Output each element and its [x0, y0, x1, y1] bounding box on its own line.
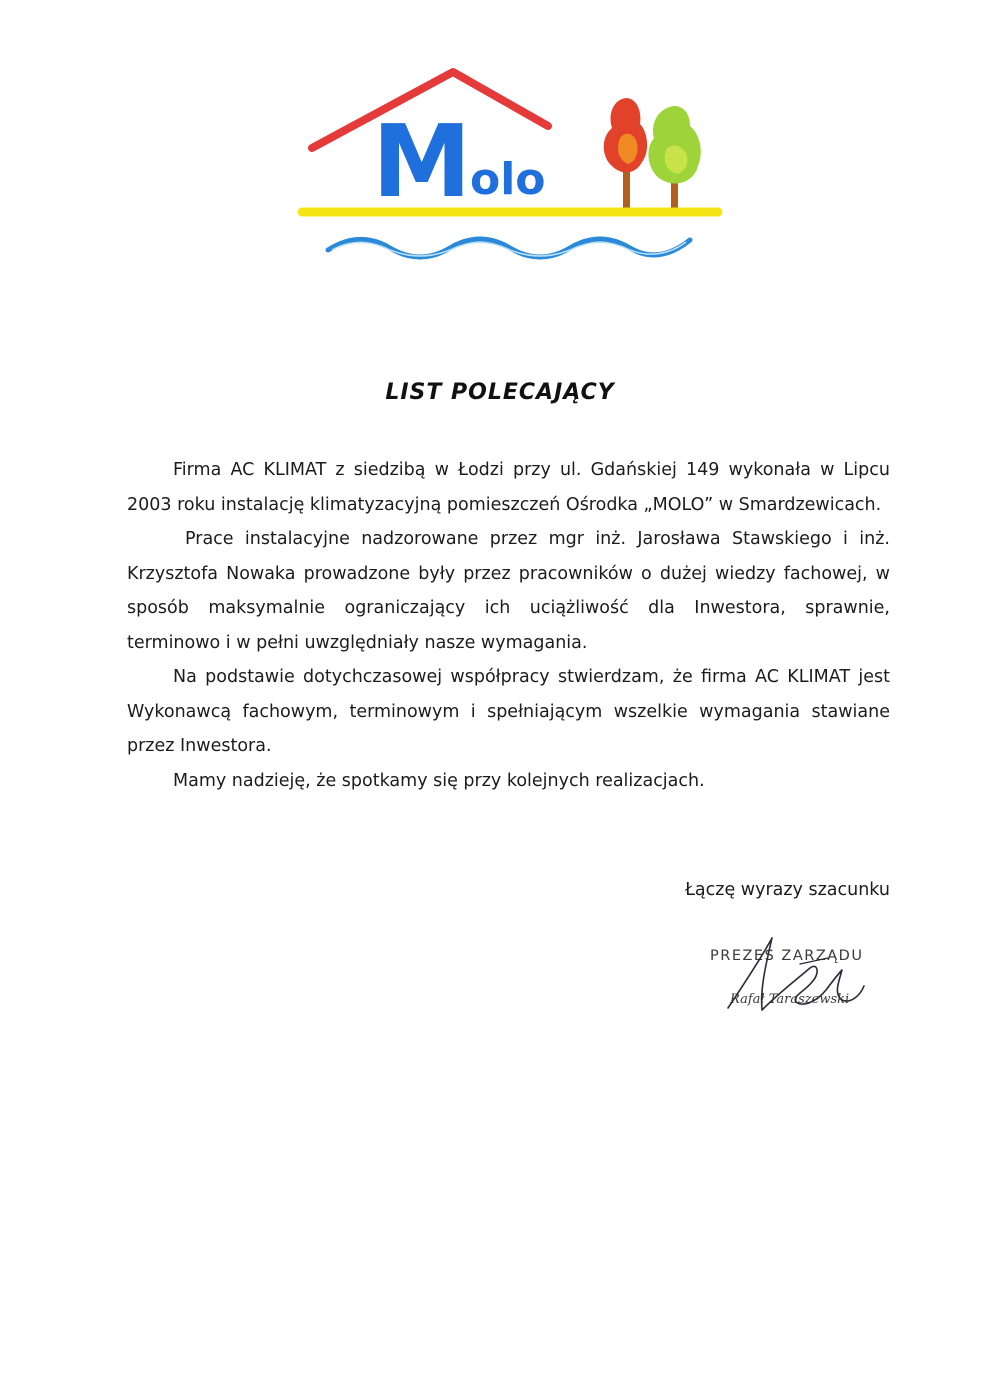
- handwritten-signature: [700, 930, 900, 1030]
- paragraph-1: Firma AC KLIMAT z siedzibą w Łodzi przy ul. Gdańskiej 149 wykonała w Lipcu 2003 roku instalację klimatyzacyjną pomieszczeń Ośrodka „MOLO” w Smardzewicach.: [127, 460, 890, 515]
- document-body: [127, 453, 890, 798]
- water-wave: [328, 239, 690, 257]
- stamp-signatory-name: Rafał Taraszewski: [730, 992, 850, 1007]
- stamp-position-title: PREZES ZARZĄDU: [710, 948, 864, 964]
- paragraph-4: Mamy nadzieję, że spotkamy się przy kolejnych realizacjach.: [173, 770, 705, 791]
- logo-wordmark-initial: M: [372, 103, 472, 220]
- tree-green-icon: [648, 106, 700, 210]
- tree-red-icon: [604, 98, 647, 208]
- signature-stamp: [700, 930, 900, 1030]
- paragraph-2: Prace instalacyjne nadzorowane przez mgr inż. Jarosława Stawskiego i inż. Krzysztofa Nowaka prowadzone były przez pracowników o dużej wiedzy fachowej, w sposób maksymalnie ograniczający ich uciążliwość dla Inwestora, sprawnie, terminowo i w pełni uwzględniały nasze wymagania.: [127, 529, 890, 653]
- molo-logo: [290, 58, 730, 288]
- logo-wordmark-rest: olo: [470, 154, 546, 205]
- document-title: LIST POLECAJĄCY: [385, 380, 615, 405]
- closing-phrase: Łączę wyrazy szacunku: [685, 880, 890, 900]
- paragraph-3: Na podstawie dotychczasowej współpracy stwierdzam, że firma AC KLIMAT jest Wykonawcą fachowym, terminowym i spełniającym wszelkie wymagania stawiane przez Inwestora.: [127, 667, 890, 756]
